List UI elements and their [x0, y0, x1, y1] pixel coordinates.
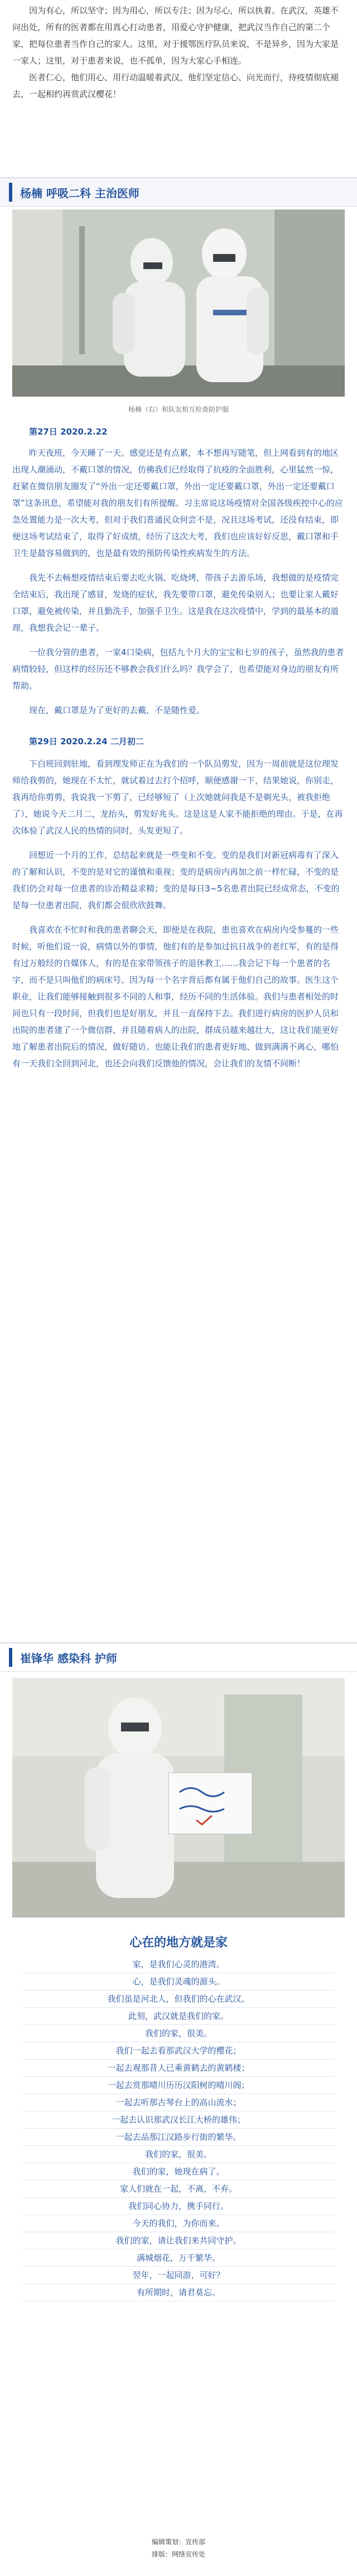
author-name-title: 崔锋华 感染科 护师 — [20, 1651, 117, 1665]
poem-line: 我们的家，很美。 — [22, 2146, 335, 2163]
diary-paragraph: 我先不去畅想疫情结束后要去吃火锅、吃烧烤，带孩子去游乐场，我想做的是疫情完全结束后，我出现了感冒，发烧的症状，我先要带口罩，避免传染别人；也要让家人戴好口罩，避免被传染，并且勤洗手，加强手卫生。这是我在这次疫情中，学到的最基本的道理，我想我会记一辈子。 — [12, 573, 339, 633]
poem-line: 满城烟花，万千繁华。 — [22, 2250, 335, 2267]
poem-line: 心，是我们灵魂的源头。 — [22, 1973, 335, 1990]
nurse-photo — [12, 1678, 345, 1918]
poem-line: 我们一起去看那武汉大学的樱花； — [22, 2042, 335, 2060]
poem-line: 翌年，一起同游，可好？ — [22, 2267, 335, 2284]
diary-date-heading: 第27日 2020.2.22 — [29, 427, 108, 437]
diary-paragraph: 下白班回到驻地，看到理发师正在为我们的一个队员剪发，因为一周前就是这位理发师给我剪的，她现在不太忙，就试着过去打个招呼，顺便感谢一下，结果她说，你别走，我再给你剪剪，我说我一下剪了，已经够短了（上次她就问我是不是剃光头，被我拒绝了），她说今天二月二，龙抬头，剪发好兆头。这是这是人家不能拒绝的理由。于是，在再次体验了武汉人民的热情的同时，头发更短了。 — [12, 759, 343, 836]
diary-paragraph: 昨天夜班，今天睡了一天。感觉还是有点累，本不想再写随笔，但上网看到有的地区出现人潮涌动，不戴口罩的情况，仿佛我们已经取得了抗疫的全面胜利，心里猛然一惊，赶紧在微信朋友圈发了“外出一定还要戴口罩，外出一定还要戴口罩，外出一定还要戴口罩”这条讯息，希望能对我的朋友们有所提醒。习主席说这场疫情对全国各级疾控中心的应急处置能力是一次大考，但对于我们普通民众何尝不是，况且这场考试，还没有结束，即便这场考试结束了，取得了好成绩，经历了这次大考，我们也应该好好反思，戴口罩和手卫生是最容易做到的，也是最有效的预防传染性疾病发生的方法。 — [12, 448, 343, 558]
poem-line: 家，是我们心灵的港湾。 — [22, 1956, 335, 1973]
layout-credit: 排版：网络宣传处 — [151, 2550, 205, 2558]
editor-credit: 编辑策划：宣传部 — [151, 2538, 205, 2546]
poem-section — [0, 1933, 357, 2301]
diary-paragraph: 一位我分管的患者，一家4口染病，包括九个月大的宝宝和七岁的孩子，虽然我的患者病情较轻，但这样的经历还不够教会我们什么吗？我学会了，也希望能对身边的朋友有所帮助。 — [12, 647, 344, 691]
diary-date-heading: 第29日 2020.2.24 二月初二 — [29, 736, 144, 747]
poem-line: 一起去赏那晴川历历汉阳树的晴川阁； — [22, 2077, 335, 2094]
section1-photo — [12, 209, 345, 397]
medical-staff-photo — [12, 209, 345, 397]
intro-paragraph: 医者仁心，他们用心、用行动温暖着武汉，他们坚定信心、向光而行，待疫情彻底褪去，一起相约再赏武汉樱花！ — [12, 72, 339, 99]
poem-line: 我们虽是河北人，但我们的心在武汉。 — [22, 1990, 335, 2008]
photo-caption: 杨楠（右）和队友相互检查防护服 — [128, 406, 229, 413]
poem-line: 我们的家，很美。 — [22, 2025, 335, 2042]
poem-line: 一起去听那古琴台上的高山流水； — [22, 2094, 335, 2111]
footer — [0, 2536, 357, 2560]
poem-line: 一起去品那江汉路步行街的繁华。 — [22, 2129, 335, 2146]
header-accent-bar — [9, 183, 12, 202]
poem-line: 有所期时，请君莫忘。 — [22, 2284, 335, 2301]
poem-line: 我们的家，她现在病了。 — [22, 2163, 335, 2180]
section1-body — [0, 423, 357, 1072]
section1-header — [0, 177, 357, 207]
header-accent-bar — [9, 1648, 12, 1667]
section2-header — [0, 1642, 357, 1672]
poem-line: 我们的家，请让我们来共同守护。 — [22, 2232, 335, 2250]
intro-section — [0, 2, 357, 103]
section2-photo — [12, 1678, 345, 1918]
poem-line: 此刻，武汉就是我们的家。 — [22, 2008, 335, 2025]
poem-title: 心在的地方就是家 — [129, 1936, 228, 1950]
diary-paragraph: 我喜欢在不忙时和我的患者聊会天，即便是在我院，患也喜欢在病房内受参蔓的一些时候，听他们说一说，病情以外的事情，他们有的是参加过抗日战争的老红军，有的是得有过万般经的自媒体人，有的是在家带领孩子的退休教工……我会记下每一个患者的名字，而不是只叫他们的病床号。因为每一个名字背后都有属于他们自己的故事。医生这个职业，让我们能够接触到很多不同的人和事，经历不同的生活体验。我们与患者相处的时间也只有一段时间，但我们也是好朋友，并且一直保持下去。我们进行病房的医护人员和出院的患者建了一个微信群，并且随着病人的出院，群成员越来越壮大，这让我们能更好地了解患者出院后的情况，做好随访。也能让我们的患者更好地、做到满满不离心，哪怕有一天我们全回到河北，也还会向我们反馈他的情况，会让我们的友情不间断！ — [12, 925, 339, 1069]
diary-paragraph: 回想近一个月的工作，总结起来就是一些变和不变。变的是我们对新冠病毒有了深入的了解和认识，不变的是对它的谨慎和重视；变的是病房内再加之前一样忙碌，不变的是我们仍会对每一位患者的诊治精益求精；变的是每日3~5名患者出院已经成常态，不变的是每一位患者出院，我们都会很欣欣鼓舞。 — [12, 850, 340, 910]
poem-line: 一起去认识那武汉长江大桥的雄伟； — [22, 2111, 335, 2129]
diary-paragraph: 现在，戴口罩是为了更好的去戴，不是随性爱。 — [29, 705, 205, 715]
author-name-title: 杨楠 呼吸二科 主治医师 — [20, 186, 139, 200]
poem-line: 家人们就在一起，不离，不弃。 — [22, 2180, 335, 2198]
poem-line: 我们同心协力，携手同行。 — [22, 2198, 335, 2215]
poem-lines — [0, 1956, 357, 2301]
poem-line: 今天的我们，为你而来。 — [22, 2215, 335, 2232]
intro-paragraph: 因为有心，所以坚守；因为用心，所以专注；因为尽心，所以执着。在武汉，英雄不问出处，所有的医者都在用真心打动患者，用爱心守护健康，把武汉当作自己的第二个家，把每位患者当作自己的家人。这里，对于援鄂医疗队员来说，不是异乡，因为大家是一家人；这里，对于患者来说，也不孤单，因为大家心手相连。 — [12, 6, 339, 66]
poem-line: 一起去观那昔人已乘黄鹤去的黄鹤楼； — [22, 2060, 335, 2077]
